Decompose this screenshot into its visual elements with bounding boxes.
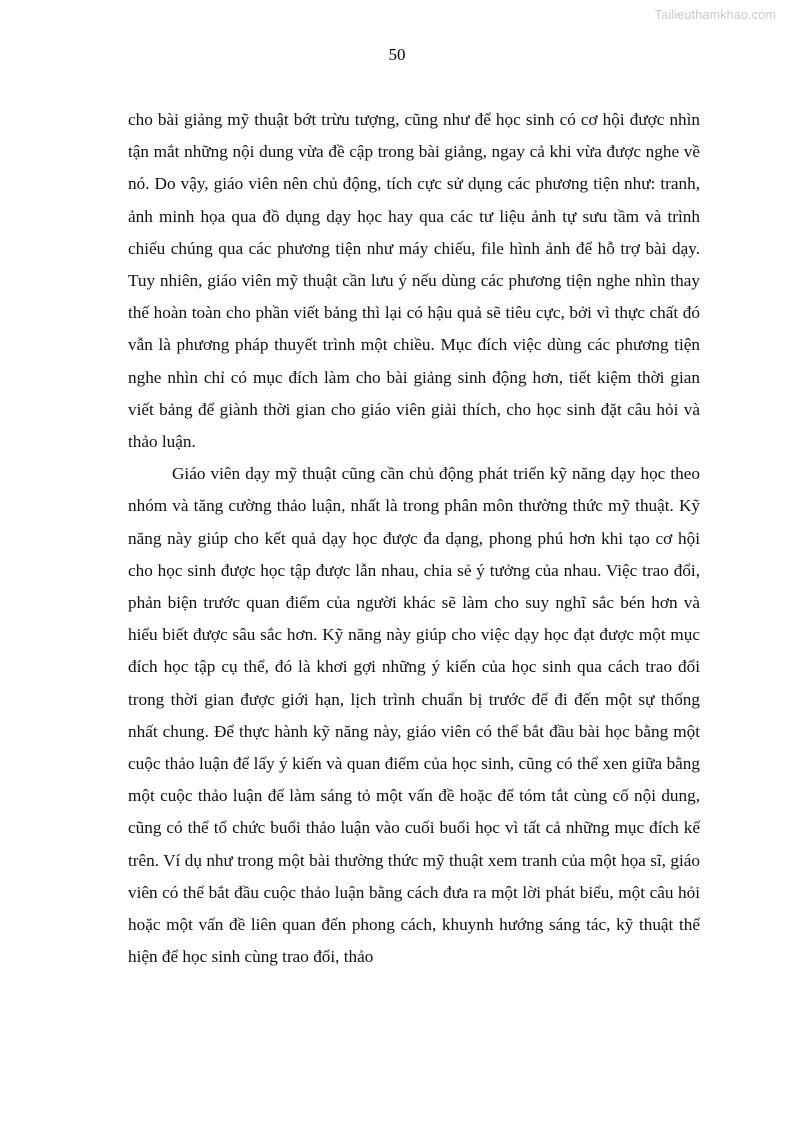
page-body	[128, 104, 700, 973]
paragraph: cho bài giảng mỹ thuật bớt trừu tượng, cũng như để học sinh có cơ hội được nhìn tận mắt những nội dung vừa đề cập trong bài giảng, ngay cả khi vừa được nghe về nó. Do vậy, giáo viên nên chủ động, tích cực sử dụng các phương tiện như: tranh, ảnh minh họa qua đồ dụng dạy học hay qua các tư liệu ảnh tự sưu tầm và trình chiếu chúng qua các phương tiện như máy chiếu, file hình ảnh để hỗ trợ bài dạy. Tuy nhiên, giáo viên mỹ thuật cần lưu ý nếu dùng các phương tiện nghe nhìn thay thế hoàn toàn cho phần viết bảng thì lại có hậu quả sẽ tiêu cực, bởi vì thực chất đó vẫn là phương pháp thuyết trình một chiều. Mục đích việc dùng các phương tiện nghe nhìn chỉ có mục đích làm cho bài giảng sinh động hơn, tiết kiệm thời gian viết bảng để giành thời gian cho giáo viên giải thích, cho học sinh đặt câu hỏi và thảo luận.	[128, 110, 700, 452]
page-number: 50	[388, 45, 406, 64]
paragraph: Giáo viên dạy mỹ thuật cũng cần chủ động phát triển kỹ năng dạy học theo nhóm và tăng cường thảo luận, nhất là trong phân môn thường thức mỹ thuật. Kỹ năng này giúp cho kết quả dạy học được đa dạng, phong phú hơn khi tạo cơ hội cho học sinh được học tập được lẫn nhau, chia sẻ ý tưởng của nhau. Việc trao đổi, phản biện trước quan điểm của người khác sẽ làm cho suy nghĩ sắc bén hơn và hiểu biết được sâu sắc hơn. Kỹ năng này giúp cho việc dạy học đạt được một mục đích học tập cụ thể, đó là khơi gợi những ý kiến của học sinh qua cách trao đổi trong thời gian được giới hạn, lịch trình chuẩn bị trước để đi đến một sự thống nhất chung. Để thực hành kỹ năng này, giáo viên có thể bắt đầu bài học bằng một cuộc thảo luận để lấy ý kiến và quan điểm của học sinh, cũng có thể xen giữa bằng một cuộc thảo luận để làm sáng tỏ một vấn đề hoặc để tóm tắt cùng cố nội dung, cũng có thể tổ chức buổi thảo luận vào cuối buổi học vì tất cả những mục đích kể trên. Ví dụ như trong một bài thường thức mỹ thuật xem tranh của một họa sĩ, giáo viên có thể bắt đầu cuộc thảo luận bằng cách đưa ra một lời phát biểu, một câu hỏi hoặc một vấn đề liên quan đến phong cách, khuynh hướng sáng tác, kỹ thuật thể hiện để học sinh cùng trao đổi, thảo	[128, 464, 700, 967]
watermark-text: Tailieuthamkhao.com	[654, 8, 776, 22]
